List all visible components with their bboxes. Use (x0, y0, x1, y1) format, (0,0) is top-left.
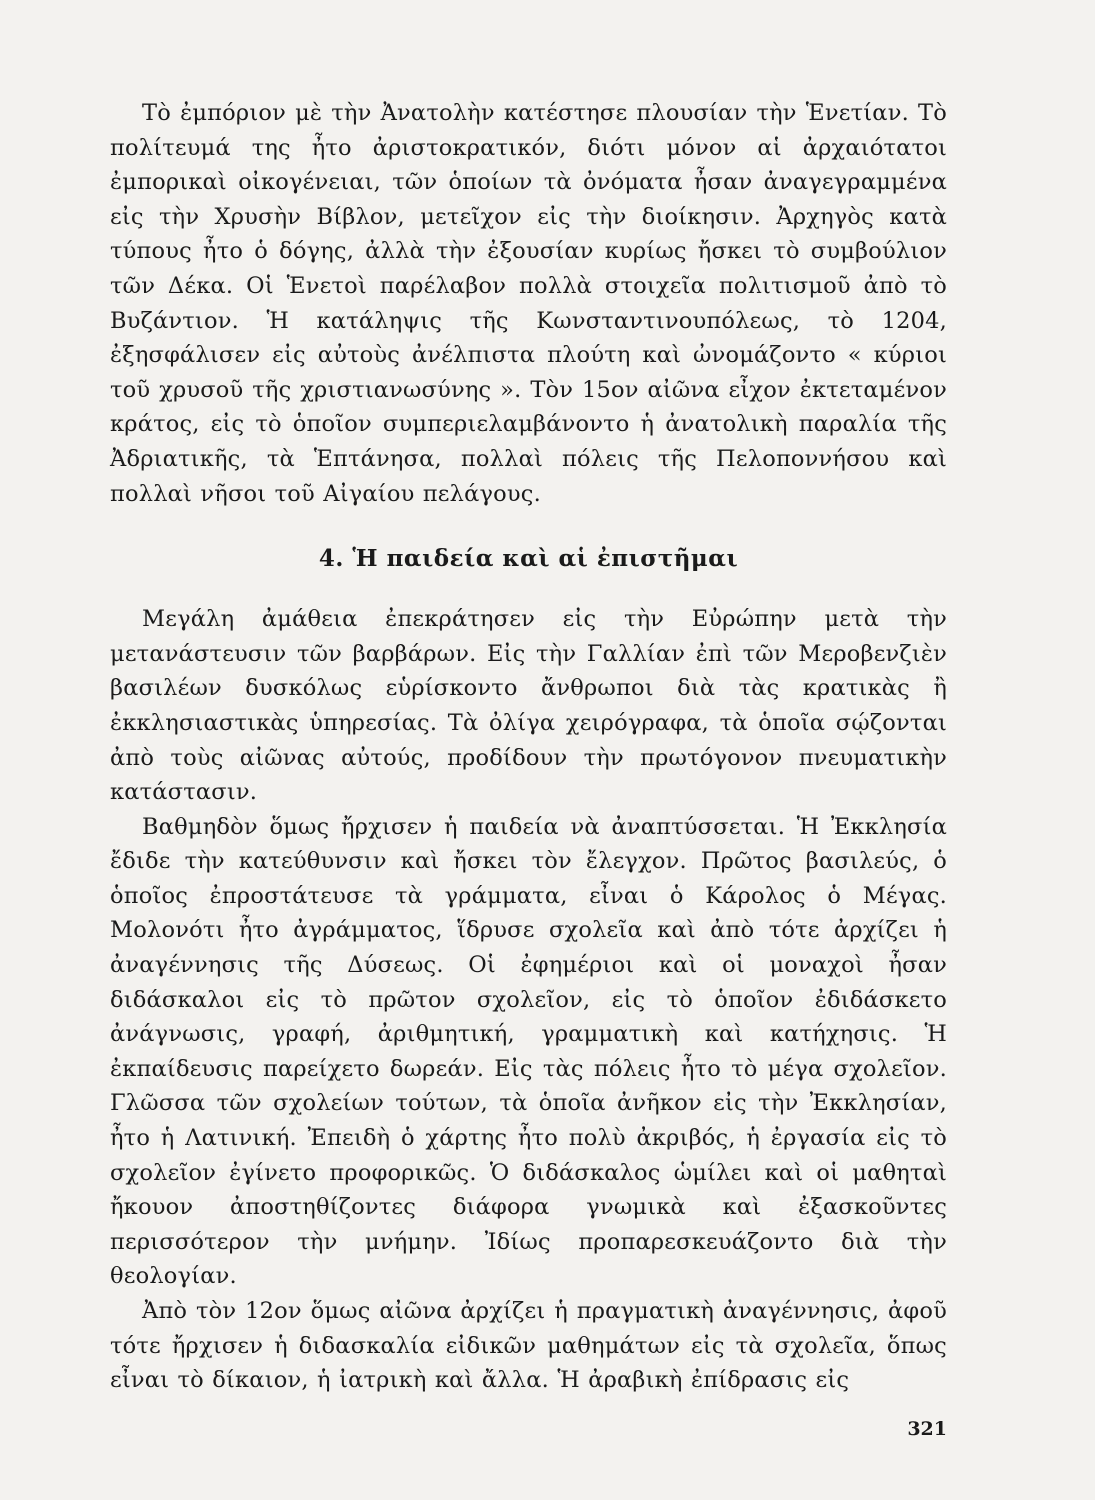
paragraph-venice: Τὸ ἐμπόριον μὲ τὴν Ἀνατολὴν κατέστησε πλουσίαν τὴν Ἑνετίαν. Τὸ πολίτευμά της ἦτο ἀριστοκρατικόν, διότι μόνον αἱ ἀρχαιότατοι ἐμπορικαὶ οἰκογένειαι, τῶν ὁποίων τὰ ὀνόματα ἦσαν ἀναγεγραμμένα εἰς τὴν Χρυσὴν Βίβλον, μετεῖχον εἰς τὴν διοίκησιν. Ἀρχηγὸς κατὰ τύπους ἦτο ὁ δόγης, ἀλλὰ τὴν ἐξουσίαν κυρίως ἤσκει τὸ συμβούλιον τῶν Δέκα. Οἱ Ἑνετοὶ παρέλαβον πολλὰ στοιχεῖα πολιτισμοῦ ἀπὸ τὸ Βυζάντιον. Ἡ κατάληψις τῆς Κωνσταντινουπόλεως, τὸ 1204, ἐξησφάλισεν εἰς αὐτοὺς ἀνέλπιστα πλούτη καὶ ὠνομάζοντο « κύριοι τοῦ χρυσοῦ τῆς χριστιανωσύνης ». Τὸν 15ον αἰῶνα εἶχον ἐκτεταμένον κράτος, εἰς τὸ ὁποῖον συμπεριελαμβάνοντο ἡ ἀνατολικὴ παραλία τῆς Ἀδριατικῆς, τὰ Ἑπτάνησα, πολλαὶ πόλεις τῆς Πελοποννήσου καὶ πολλαὶ νῆσοι τοῦ Αἰγαίου πελάγους. (110, 100, 947, 507)
paragraph-education: Βαθμηδὸν ὅμως ἤρχισεν ἡ παιδεία νὰ ἀναπτύσσεται. Ἡ Ἐκκλησία ἔδιδε τὴν κατεύθυνσιν καὶ ἤσκει τὸν ἔλεγχον. Πρῶτος βασιλεύς, ὁ ὁποῖος ἐπροστάτευσε τὰ γράμματα, εἶναι ὁ Κάρολος ὁ Μέγας. Μολονότι ἦτο ἀγράμματος, ἵδρυσε σχολεῖα καὶ ἀπὸ τότε ἀρχίζει ἡ ἀναγέννησις τῆς Δύσεως. Οἱ ἐφημέριοι καὶ οἱ μοναχοὶ ἦσαν διδάσκαλοι εἰς τὸ πρῶτον σχολεῖον, εἰς τὸ ὁποῖον ἐδιδάσκετο ἀνάγνωσις, γραφή, ἀριθμητική, γραμματικὴ καὶ κατήχησις. Ἡ ἐκπαίδευσις παρείχετο δωρεάν. Εἰς τὰς πόλεις ἦτο τὸ μέγα σχολεῖον. Γλῶσσα τῶν σχολείων τούτων, τὰ ὁποῖα ἀνῆκον εἰς τὴν Ἐκκλησίαν, ἦτο ἡ Λατινική. Ἐπειδὴ ὁ χάρτης ἦτο πολὺ ἀκριβός, ἡ ἐργασία εἰς τὸ σχολεῖον ἐγίνετο προφορικῶς. Ὁ διδάσκαλος ὡμίλει καὶ οἱ μαθηταὶ ἤκουον ἀποστηθίζοντες διάφορα γνωμικὰ καὶ ἐξασκοῦντες περισσότερον τὴν μνήμην. Ἰδίως προπαρεσκευάζοντο διὰ τὴν θεολογίαν. (110, 813, 947, 1290)
page-number: 321 (907, 1418, 947, 1440)
paragraph-renaissance: Ἀπὸ τὸν 12ον ὅμως αἰῶνα ἀρχίζει ἡ πραγματικὴ ἀναγέννησις, ἀφοῦ τότε ἤρχισεν ἡ διδασκαλία εἰδικῶν μαθημάτων εἰς τὰ σχολεῖα, ὅπως εἶναι τὸ δίκαιον, ἡ ἰατρικὴ καὶ ἄλλα. Ἡ ἀραβικὴ ἐπίδρασις εἰς (110, 1298, 947, 1394)
paragraph-ignorance: Μεγάλη ἀμάθεια ἐπεκράτησεν εἰς τὴν Εὐρώπην μετὰ τὴν μετανάστευσιν τῶν βαρβάρων. Εἰς τὴν Γαλλίαν ἐπὶ τῶν Μεροβενζιὲν βασιλέων δυσκόλως εὑρίσκοντο ἄνθρωποι διὰ τὰς κρατικὰς ἢ ἐκκλησιαστικὰς ὑπηρεσίας. Τὰ ὀλίγα χειρόγραφα, τὰ ὁποῖα σῴζονται ἀπὸ τοὺς αἰῶνας αὐτούς, προδίδουν τὴν πρωτόγονον πνευματικὴν κατάστασιν. (110, 606, 947, 806)
section-heading: 4. Ἡ παιδεία καὶ αἱ ἐπιστῆμαι (318, 545, 739, 573)
